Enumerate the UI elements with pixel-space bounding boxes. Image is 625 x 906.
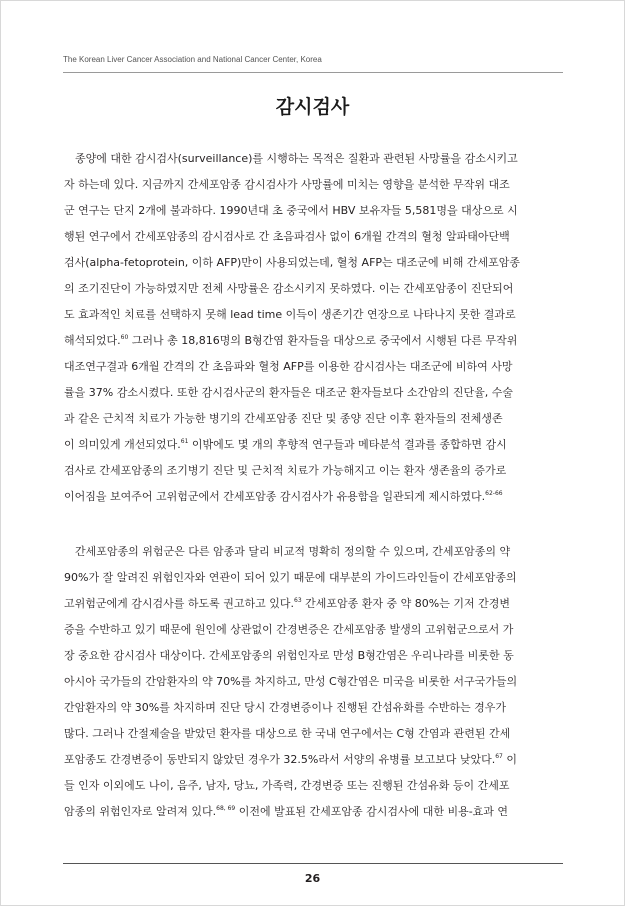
paragraph-line — [64, 591, 564, 617]
line-text: 대조연구결과 6개월 간격의 간 초음파와 혈청 AFP를 이용한 감시검사는 대조군에 비하여 사망 — [64, 360, 513, 373]
line-text: 간세포암종의 위험군은 다른 암종과 달리 비교적 명확히 정의할 수 있으며, 간세포암종의 약 — [75, 545, 511, 558]
line-text: 의 조기진단이 가능하였지만 전체 사망률은 감소시키지 못하였다. 이는 간세포암종이 진단되어 — [64, 282, 514, 295]
paragraph-line — [64, 302, 564, 328]
paragraph-line — [64, 669, 564, 695]
paragraph-line — [64, 432, 564, 458]
footer-divider — [63, 863, 563, 864]
citation-superscript: 60 — [120, 334, 129, 341]
line-text: 자 하는데 있다. 지금까지 간세포암종 감시검사가 사망률에 미치는 영향을 분석한 무작위 대조 — [64, 178, 510, 191]
line-text: 증을 수반하고 있기 때문에 원인에 상관없이 간경변증은 간세포암종 발생의 고위험군으로서 가 — [64, 623, 514, 636]
body-paragraph-2 — [64, 539, 564, 825]
line-text: 많다. 그러나 간절제술을 받았던 환자를 대상으로 한 국내 연구에서는 C형 간염과 관련된 간세 — [64, 727, 511, 740]
paragraph-line — [64, 224, 564, 250]
line-text: 암종의 위험인자로 알려져 있다. — [64, 805, 217, 818]
paragraph-line — [64, 773, 564, 799]
paragraph-line — [64, 198, 564, 224]
citation-superscript: 63 — [294, 597, 302, 604]
line-text-continued: 그러나 총 18,816명의 B형간염 환자들을 대상으로 중국에서 시행된 다른 무작위 — [128, 334, 518, 347]
line-text: 종양에 대한 감시검사(surveillance)를 시행하는 목적은 질환과 관련된 사망률을 감소시키고 — [75, 152, 518, 165]
paragraph-line — [64, 617, 564, 643]
paragraph-line — [64, 799, 564, 825]
paragraph-line — [64, 406, 564, 432]
line-text: 검사로 간세포암종의 조기병기 진단 및 근치적 치료가 가능해지고 이는 환자 생존율의 증가로 — [64, 464, 507, 477]
paragraph-line — [64, 484, 564, 510]
paragraph-line — [64, 328, 564, 354]
line-text: 아시아 국가들의 간암환자의 약 70%를 차지하고, 만성 C형간염은 미국을 비롯한 서구국가들의 — [64, 675, 518, 688]
paragraph-line — [64, 643, 564, 669]
line-text-continued: 이밖에도 몇 개의 후향적 연구들과 메타분석 결과를 종합하면 감시 — [188, 438, 507, 451]
paragraph-line — [64, 539, 564, 565]
line-text-continued: 이 — [502, 753, 517, 766]
line-text: 률을 37% 감소시켰다. 또한 감시검사군의 환자들은 대조군 환자들보다 소간암의 진단율, 수술 — [64, 386, 513, 399]
line-text-continued: 이전에 발표된 간세포암종 감시검사에 대한 비용-효과 연 — [235, 805, 509, 818]
line-text-continued: 간세포암종 환자 중 약 80%는 기저 간경변 — [301, 597, 510, 610]
line-text: 들 인자 이외에도 나이, 음주, 남자, 당뇨, 가족력, 간경변증 또는 진행된 간섬유화 등이 간세포 — [64, 779, 510, 792]
paragraph-line — [64, 458, 564, 484]
line-text: 군 연구는 단지 2개에 불과하다. 1990년대 초 중국에서 HBV 보유자들 5,581명을 대상으로 시 — [64, 204, 518, 217]
paragraph-line — [64, 354, 564, 380]
line-text: 도 효과적인 치료를 선택하지 못해 lead time 이득이 생존기간 연장으로 나타나지 못한 결과로 — [64, 308, 516, 321]
citation-superscript: 61 — [180, 438, 189, 445]
citation-superscript: 68, 69 — [216, 805, 236, 812]
paragraph-line — [64, 172, 564, 198]
paragraph-line — [64, 721, 564, 747]
paragraph-line — [64, 695, 564, 721]
page-number: 26 — [304, 872, 321, 885]
body-paragraph-1 — [64, 146, 564, 510]
line-text: 90%가 잘 알려진 위험인자와 연관이 되어 있기 때문에 대부분의 가이드라인들이 간세포암종의 — [64, 571, 517, 584]
paragraph-line — [64, 565, 564, 591]
paragraph-line — [64, 747, 564, 773]
line-text: 고위험군에게 감시검사를 하도록 권고하고 있다. — [64, 597, 295, 610]
header-divider — [63, 72, 563, 73]
paragraph-line — [64, 146, 564, 172]
section-title: 감시검사 — [275, 96, 350, 118]
line-text: 과 같은 근치적 치료가 가능한 병기의 간세포암종 진단 및 종양 진단 이후 환자들의 전체생존 — [64, 412, 503, 425]
paragraph-line — [64, 380, 564, 406]
paragraph-line — [64, 250, 564, 276]
line-text: 장 중요한 감시검사 대상이다. 간세포암종의 위험인자로 만성 B형간염은 우리나라를 비롯한 동 — [64, 649, 514, 662]
line-text: 해석되었다. — [64, 334, 121, 347]
line-text: 행된 연구에서 간세포암종의 감시검사로 간 초음파검사 없이 6개월 간격의 혈청 알파태아단백 — [64, 230, 510, 243]
citation-superscript: 62-66 — [485, 490, 503, 497]
line-text: 이 의미있게 개선되었다. — [64, 438, 181, 451]
line-text: 포암종도 간경변증이 동반되지 않았던 경우가 32.5%라서 서양의 유병률 보고보다 낮았다. — [64, 753, 496, 766]
line-text: 검사(alpha-fetoprotein, 이하 AFP)만이 사용되었는데, 혈청 AFP는 대조군에 비해 간세포암종 — [64, 256, 521, 269]
running-header: The Korean Liver Cancer Association and National Cancer Center, Korea — [63, 55, 322, 64]
line-text: 간암환자의 약 30%를 차지하며 진단 당시 간경변증이나 진행된 간섬유화를 수반하는 경우가 — [64, 701, 506, 714]
paragraph-line — [64, 276, 564, 302]
line-text: 이어짐을 보여주어 고위험군에서 간세포암종 감시검사가 유용함을 일관되게 제시하였다. — [64, 490, 486, 503]
citation-superscript: 67 — [495, 753, 503, 760]
